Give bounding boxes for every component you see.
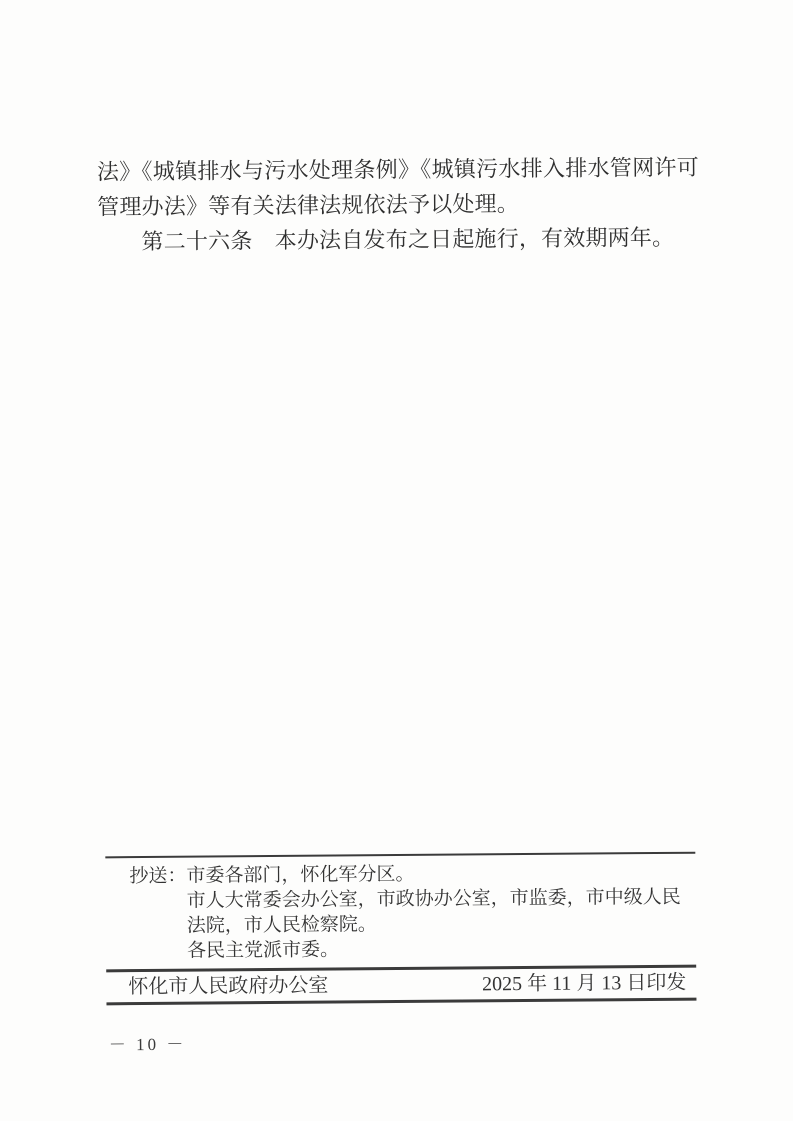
page-number: － 10 － (108, 1034, 187, 1055)
article-26-line: 第二十六条 本办法自发布之日起施行，有效期两年。 (141, 224, 675, 255)
routing-line: 市人大常委会办公室，市政协办公室，市监委，市中级人民 (186, 886, 681, 912)
routing-lines (105, 854, 696, 970)
routing-block (105, 852, 696, 1006)
routing-line: 各民主党派市委。 (186, 939, 340, 962)
routing-label: 抄送： (129, 865, 187, 888)
routing-line: 法院，市人民检察院。 (186, 914, 377, 937)
body-line-1: 法》《城镇排水与污水处理条例》《城镇污水排入排水管网许可 (96, 154, 700, 185)
body-line-2: 管理办法》等有关法律法规依法予以处理。 (97, 191, 520, 220)
print-date: 2025 年 11 月 13 日印发 (481, 971, 687, 996)
issuer-row (106, 968, 696, 1003)
issuer-name: 怀化市人民政府办公室 (128, 974, 329, 999)
body-text (97, 150, 700, 260)
routing-line-text: 市委各部门，怀化军分区。 (186, 863, 415, 887)
